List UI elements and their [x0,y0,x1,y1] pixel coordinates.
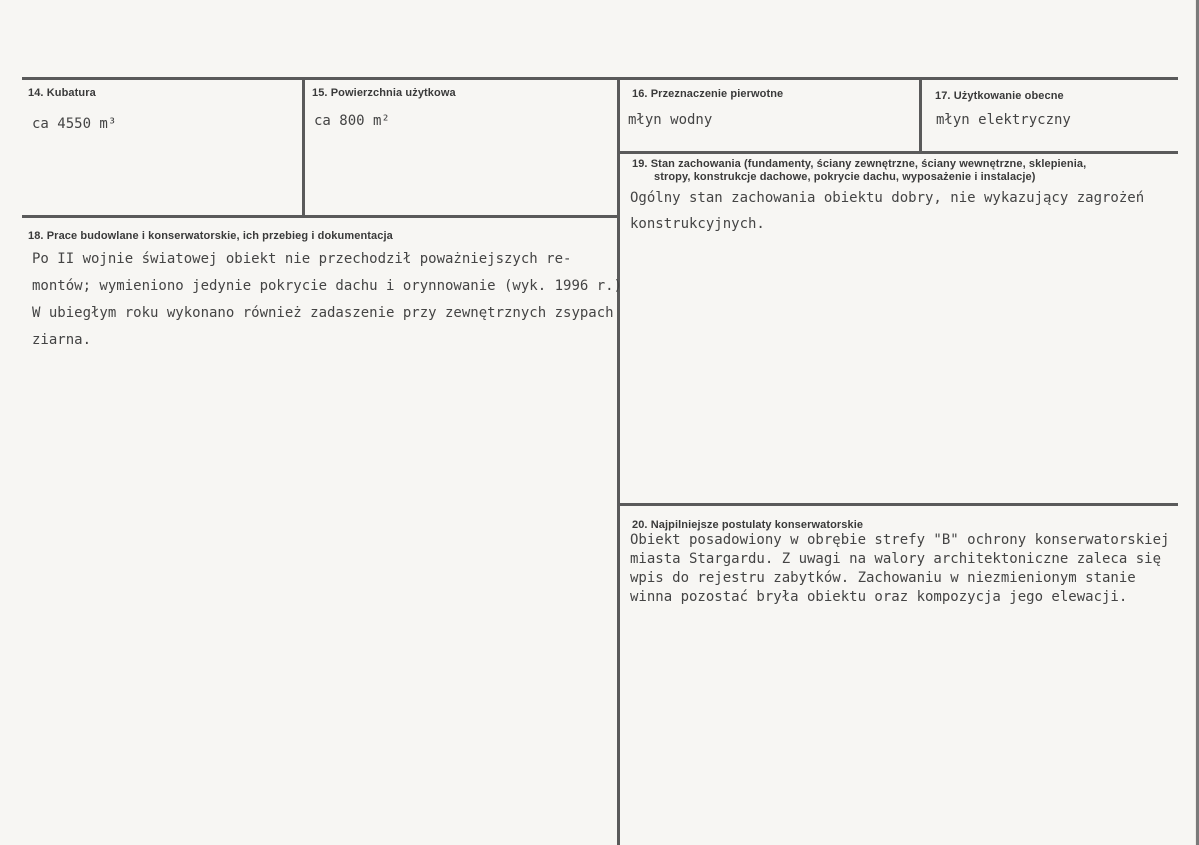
field-20-line: miasta Stargardu. Z uwagi na walory architektoniczne zaleca się [630,551,1162,567]
field-19-line: Ogólny stan zachowania obiektu dobry, nie wykazujący zagrożeń [630,190,1145,206]
field-19-text [630,185,1144,237]
field-20-line: winna pozostać bryła obiektu oraz kompozycja jego elewacji. [630,589,1128,605]
rule-right-2 [620,503,1178,506]
divider-16-17 [919,77,922,153]
mid-left-rule [22,215,620,218]
field-14-label: 14. Kubatura [28,87,96,99]
field-18-text [32,246,622,354]
field-18-line: Po II wojnie światowej obiekt nie przechodził poważniejszych re- [32,251,572,267]
field-14-value: ca 4550 m³ [32,116,117,132]
field-16-value: młyn wodny [628,112,713,128]
divider-14-15 [302,77,305,218]
rule-right-1 [620,151,1178,154]
field-20-line: Obiekt posadowiony w obrębie strefy "B" ochrony konserwatorskiej [630,532,1170,548]
center-divider [617,77,620,845]
field-16-label: 16. Przeznaczenie pierwotne [632,88,784,100]
field-19-label-line: stropy, konstrukcje dachowe, pokrycie dachu, wyposażenie i instalacje) [654,171,1036,183]
field-19-line: konstrukcyjnych. [630,216,765,232]
field-17-value: młyn elektryczny [936,112,1071,128]
field-17-label: 17. Użytkowanie obecne [935,90,1064,102]
field-18-line: montów; wymieniono jedynie pokrycie dachu i orynnowanie (wyk. 1996 r.) [32,278,623,294]
field-19-label-line: 19. Stan zachowania (fundamenty, ściany zewnętrzne, ściany wewnętrzne, sklepienia, [632,158,1087,170]
field-20-label: 20. Najpilniejsze postulaty konserwatorskie [632,519,864,531]
field-18-line: ziarna. [32,332,92,348]
top-rule [22,77,1178,80]
field-19-label [632,158,1172,184]
field-20-line: wpis do rejestru zabytków. Zachowaniu w niezmienionym stanie [630,570,1136,586]
field-15-value: ca 800 m² [314,113,390,129]
field-18-line: W ubiegłym roku wykonano również zadaszenie przy zewnętrznych zsypach [32,305,614,321]
field-20-text [630,531,1169,607]
field-18-label: 18. Prace budowlane i konserwatorskie, ich przebieg i dokumentacja [28,230,393,242]
field-15-label: 15. Powierzchnia użytkowa [312,87,456,99]
